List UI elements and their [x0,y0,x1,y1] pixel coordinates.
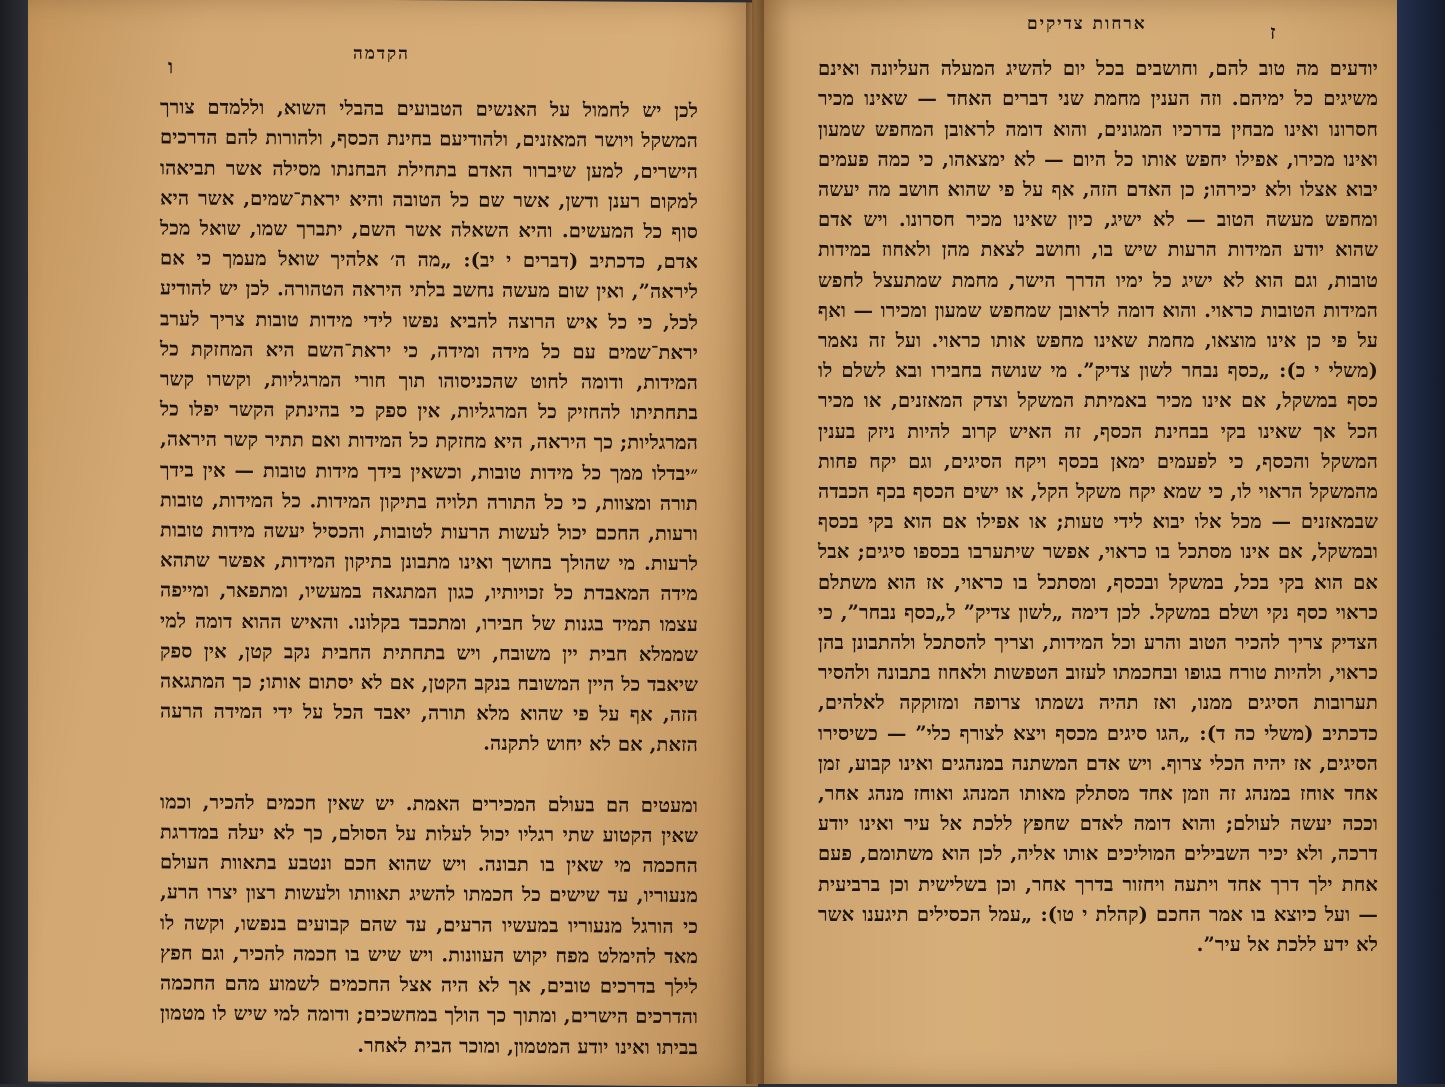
page-number-left: ו [168,54,176,79]
page-number-right: ז [1270,20,1278,44]
book-gutter [746,0,764,1084]
paragraph: ומעטים הם בעולם המכירים האמת. יש שאין חכמים להכיר, וכמו שאין הקטוע שתי רגליו יכול לעלות על הסולם, כך לא יעלה במדרגת החכמה מי שאין בו תבונה. ויש שהוא חכם ונטבע בתאוות העולם מנעוריו, עד שישים כל חכמתו להשיג תאוותו ולעשות רצון יצרו הרע, כי הורגל מנעוריו במעשיו הרעים, עד שהם קבועים בנפשו, וקשה לו מאד להימלט מפח יקוש העוונות. ויש שיש בו חכמה להכיר, וגם חפץ לילך בדרכים טובים, אך לא היה אצל החכמים לשמוע מהם החכמה והדרכים הישרים, ומתוך כך הולך במחשכים; ודומה למי שיש לו מטמון בביתו ואינו יודע המטמון, ומוכר הבית לאחר. [160,790,699,1059]
left-page-header [28,11,758,79]
left-page-text [160,62,698,1086]
running-head-left: הקדמה [353,43,410,65]
paragraph: יודעים מה טוב להם, וחושבים בכל יום להשיג המעלה העליונה ואינם משיגים כל ימיהם. וזה הענין מחמת שני דברים האחד — שאינו מכיר חסרונו ואינו מבחין בדרכיו המגונים, והוא דומה לראובן המחפש שמעון ואינו מכירו, אפילו יחפש אותו כל היום — לא ימצאהו, כי כמה פעמים יבוא אצלו ולא יכירהו; כן האדם הזה, אף על פי שהוא חושב מה יעשה ומחפש מעשה הטוב — לא ישיג, כיון שאינו מכיר חסרונו. ויש אדם שהוא יודע המידות הרעות שיש בו, וחושב לצאת מהן ולאחוז במידות טובות, וגם הוא לא ישיג כל ימיו הדרך הישר, מחמת שמתעצל לחפש המידות הטובות כראוי. והוא דומה לראובן שמחפש שמעון ומכירו — ואף על פי כן אינו מוצאו, מחמת שאינו מחפש אותו כראוי. ועל זה נאמר (משלי י כ): „כסף נבחר לשון צדיק”. מי שנושה בחבירו ובא לשלם לו כסף במשקל, אם אינו מכיר באמיתת המשקל וצדק המאזנים, או מכיר הכל אך שאינו בקי בבחינת הכסף, זה האיש קרוב להיות ניזק בענין המשקל והכסף, כי לפעמים ימאן בכסף ויקח הסיגים, וגם יקח פחות מהמשקל הראוי לו, כי שמא יקח משקל הקל, או ישים הכסף בכף הכבדה שבמאזנים — מכל אלו יבוא לידי טעות; או אפילו אם הוא בקי בכסף ובמשקל, אם אינו מסתכל בו כראוי, אפשר שיתערבו בכספו סיגים; אבל אם הוא בקי בכל, במשקל ובכסף, ומסתכל בו כראוי, אז הוא משתלם כראוי כסף נקי ושלם במשקל. לכן דימה „לשון צדיק” ל„כסף נבחר”, כי הצדיק צריך להכיר הטוב והרע וכל המידות, וצריך להסתכל ולהתבונן בהן כראוי, ולהיות טורח בגופו ובחכמתו לעזוב הטפשות ולאחוז בתבונה ולהסיר תערובות הסיגים ממנו, ואז תהיה נשמתו צרופה ומזוקקה לאלהים, כדכתיב (משלי כה ד): „הגו סיגים מכסף ויצא לצורף כלי” — כשיסירו הסיגים, אז יהיה הכלי צרוף. ויש אדם המשתנה במנהגים ואינו קבוע, זמן אחד אוחז במנהג זה וזמן אחד מסתלק מאותו המנהג ואוחז מנהג אחר, וככה יעשה לעולם; והוא דומה לאדם שחפץ ללכת אל עיר ואינו יודע דרכה, ולא יכיר השבילים המוליכים אותו אליה, לכן הוא משתומם, פעם אחת ילך דרך אחד ויתעה ויחזור בדרך אחר, וכן בשלישית וכן ברביעית — ועל כיוצא בו אמר החכם (קהלת י טו): „עמל הכסילים תיגענו אשר לא ידע ללכת אל עיר”. [818,57,1378,957]
running-head-right: ארחות צדיקים [1027,14,1147,34]
paragraph: לכן יש לחמול על האנשים הטבועים בהבלי השוא, וללמדם צורך המשקל ויושר המאזנים, ולהודיעם בחינת הכסף, ולהורות להם הדרכים הישרים, למען שיברור האדם בתחילת הבחנתו מסילה אשר תביאהו למקום רענן ודשן, אשר שם כל הטובה והיא יראת־שמים, אשר היא סוף כל המעשים. והיא השאלה אשר השם, יתברך שמו, שואל מכל אדם, כדכתיב (דברים י יב): „מה ה׳ אלהיך שואל מעמך כי אם ליראה”, ואין שום מעשה נחשב בלתי היראה הטהורה. לכן יש להודיע לכל, כי כל איש הרוצה להביא נפשו לידי מידות טובות צריך לערב יראת־שמים עם כל מידה ומידה, כי יראת־השם היא המחזקת כל המידות, ודומה לחוט שהכניסוהו תוך חורי המרגליות, וקשרו קשר בתחתיתו להחזיק כל המרגליות, אין ספק כי בהינתק הקשר יפלו כל המרגליות; כך היראה, היא מחזקת כל המידות ואם תתיר קשר היראה, ״יבדלו ממך כל מידות טובות, וכשאין בידך מידות טובות — אין בידך תורה ומצוות, כי כל התורה תלויה בתיקון המידות. כל המידות, טובות ורעות, החכם יכול לעשות הרעות לטובות, והכסיל יעשה מידות טובות לרעות. מי שהולך בחושך ואינו מתבונן בתיקון המידות, אפשר שתהא מידה המאבדת כל זכויותיו, כגון המתגאה במעשיו, ומתפאר, ומייפה עצמו תמיד בגנות של חבירו, ומתכבד בקלונו. והאיש ההוא דומה למי שממלא חבית יין משובח, ויש בתחתית החבית נקב קטן, אין ספק שיאבד כל היין המשובח בנקב הקטן, אם לא יסתום אותו; כך המתגאה הזה, אף על פי שהוא מלא תורה, יאבד הכל על ידי המידה הרעה הזאת, אם לא יחוש לתקנה. [160,95,698,757]
right-page-text [818,24,1378,991]
right-page [752,0,1397,1084]
left-page [28,0,758,1087]
